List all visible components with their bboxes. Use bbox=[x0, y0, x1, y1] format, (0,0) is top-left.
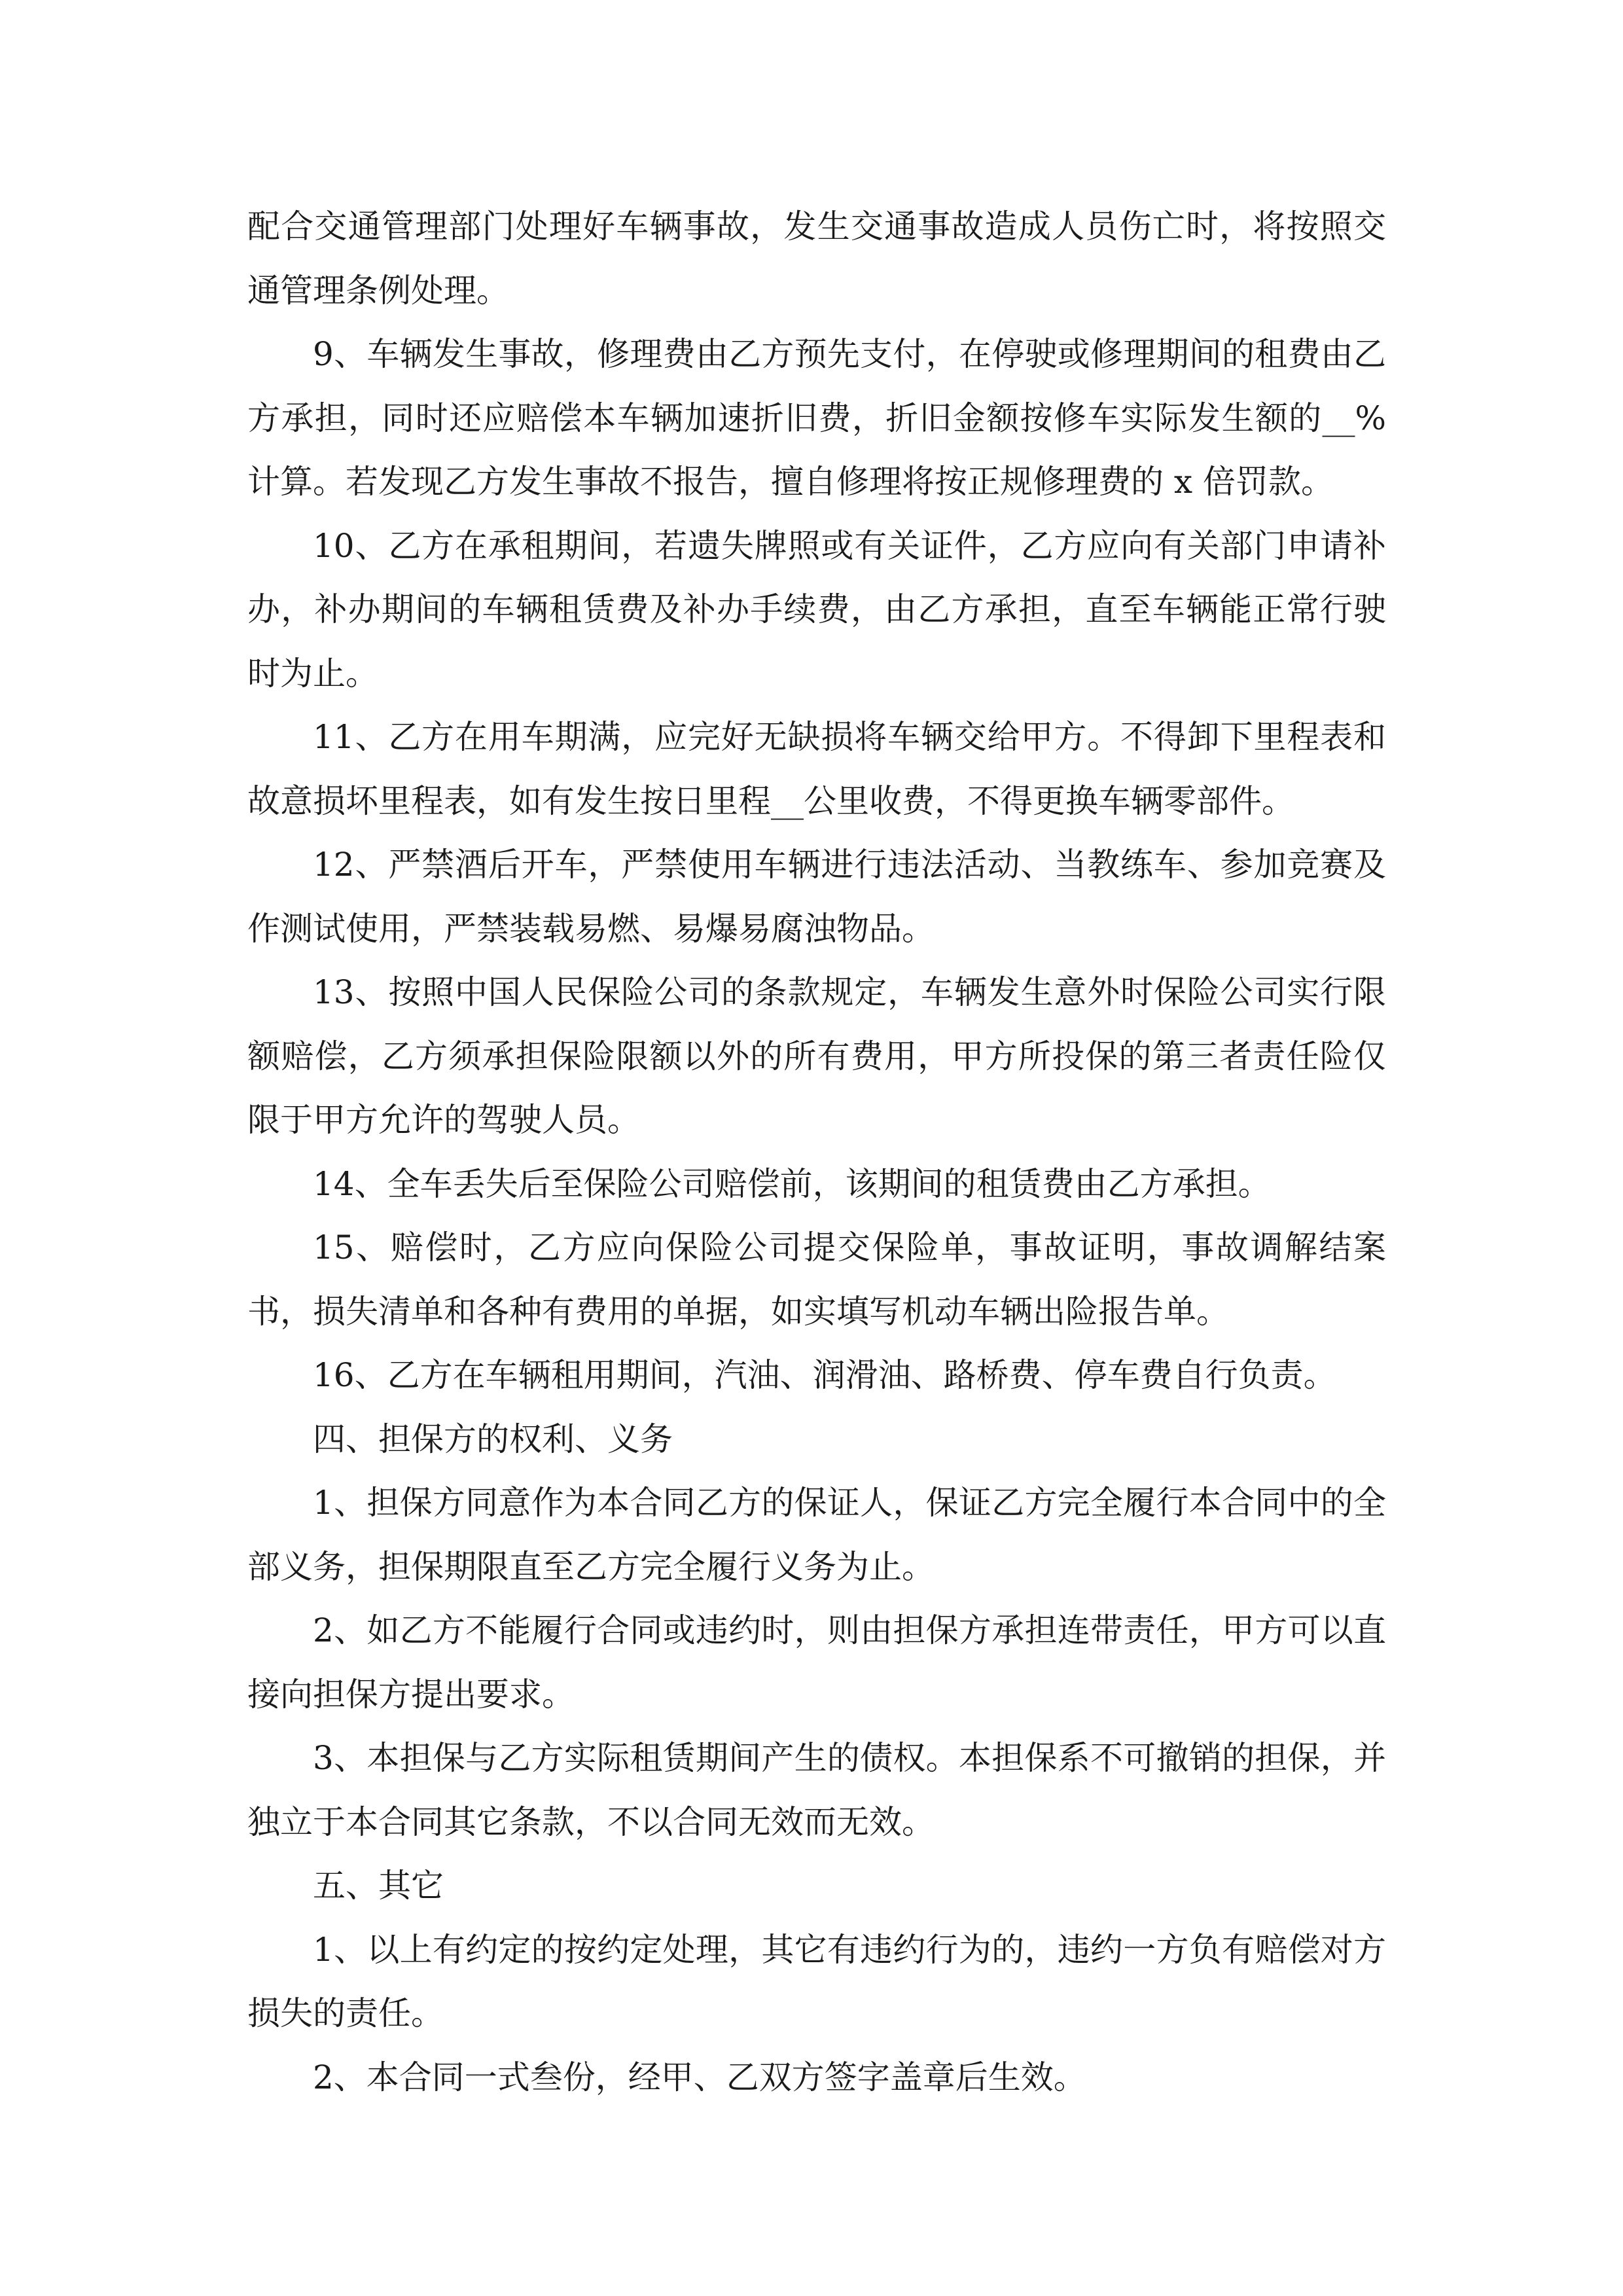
paragraph-1: 配合交通管理部门处理好车辆事故，发生交通事故造成人员伤亡时，将按照交通管理条例处理。 bbox=[247, 207, 1386, 310]
paragraph-2: 9、车辆发生事故，修理费由乙方预先支付，在停驶或修理期间的租费由乙方承担，同时还应赔偿本车辆加速折旧费，折旧金额按修车实际发生额的__%计算。若发现乙方发生事故不报告，擅自修理将按正规修理费的 x 倍罚款。 bbox=[247, 335, 1386, 501]
paragraph-12: 2、如乙方不能履行合同或违约时，则由担保方承担连带责任，甲方可以直接向担保方提出要求。 bbox=[247, 1611, 1386, 1713]
paragraph-6: 13、按照中国人民保险公司的条款规定，车辆发生意外时保险公司实行限额赔偿，乙方须承担保险限额以外的所有费用，甲方所投保的第三者责任险仅限于甲方允许的驾驶人员。 bbox=[247, 973, 1386, 1139]
paragraph-4: 11、乙方在用车期满，应完好无缺损将车辆交给甲方。不得卸下里程表和故意损坏里程表，如有发生按日里程__公里收费，不得更换车辆零部件。 bbox=[247, 718, 1386, 820]
paragraph-13: 3、本担保与乙方实际租赁期间产生的债权。本担保系不可撤销的担保，并独立于本合同其它条款，不以合同无效而无效。 bbox=[247, 1739, 1386, 1841]
paragraph-7: 14、全车丢失后至保险公司赔偿前，该期间的租赁费由乙方承担。 bbox=[313, 1164, 1271, 1203]
paragraph-15: 1、以上有约定的按约定处理，其它有违约行为的，违约一方负有赔偿对方损失的责任。 bbox=[247, 1930, 1386, 2032]
paragraph-16: 2、本合同一式叁份，经甲、乙双方签字盖章后生效。 bbox=[313, 2058, 1086, 2096]
section-heading-5: 五、其它 bbox=[313, 1867, 444, 1905]
paragraph-8: 15、赔偿时，乙方应向保险公司提交保险单，事故证明，事故调解结案书，损失清单和各种有费用的单据，如实填写机动车辆出险报告单。 bbox=[247, 1229, 1386, 1331]
document-body bbox=[247, 195, 1386, 2109]
paragraph-9: 16、乙方在车辆租用期间，汽油、润滑油、路桥费、停车费自行负责。 bbox=[313, 1356, 1336, 1394]
section-heading-4: 四、担保方的权利、义务 bbox=[313, 1420, 673, 1458]
paragraph-3: 10、乙方在承租期间，若遗失牌照或有关证件，乙方应向有关部门申请补办，补办期间的车辆租赁费及补办手续费，由乙方承担，直至车辆能正常行驶时为止。 bbox=[247, 526, 1386, 692]
paragraph-5: 12、严禁酒后开车，严禁使用车辆进行违法活动、当教练车、参加竞赛及作测试使用，严禁装载易燃、易爆易腐浊物品。 bbox=[247, 846, 1386, 948]
paragraph-11: 1、担保方同意作为本合同乙方的保证人，保证乙方完全履行本合同中的全部义务，担保期限直至乙方完全履行义务为止。 bbox=[247, 1484, 1386, 1586]
